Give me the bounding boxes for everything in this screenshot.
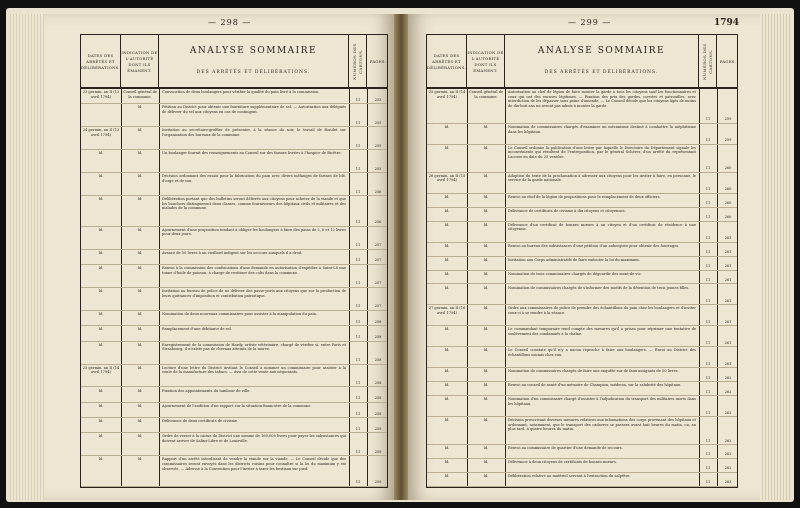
row-carton-number: 11 xyxy=(355,396,361,401)
row-summary: Délivrance de certificats de civisme à dix citoyens et citoyennes. xyxy=(508,208,626,213)
table-row xyxy=(427,305,737,326)
row-page-number: 263 xyxy=(724,480,732,485)
row-carton-number: 11 xyxy=(355,166,361,171)
row-page-number: 261 xyxy=(724,340,732,345)
row-carton-number: 11 xyxy=(705,138,711,143)
row-authority: Id. xyxy=(137,434,143,439)
analysis-title: ANALYSE SOMMAIRE xyxy=(189,46,318,56)
row-date: Id. xyxy=(98,434,104,439)
col-indication-header: INDICATION DE L'AUTORITÉ DONT ILS ÉMANENT. xyxy=(467,35,505,89)
row-carton-number: 11 xyxy=(705,298,711,303)
table-row xyxy=(81,196,387,227)
table-row xyxy=(81,150,387,173)
row-page-number: 255 xyxy=(374,166,382,171)
table-row xyxy=(427,396,737,417)
row-carton-number: 11 xyxy=(705,480,711,485)
row-date: Id. xyxy=(444,271,450,276)
row-date: Id. xyxy=(98,227,104,232)
row-date: Id. xyxy=(444,194,450,199)
row-summary: Délivrance à deux citoyens de certificats de bonnes mœurs. xyxy=(508,460,617,465)
table-row xyxy=(81,173,387,196)
row-page-number: 259 xyxy=(374,449,382,454)
table-row xyxy=(81,388,387,403)
row-summary: Délivrance d'un certificat de bonnes mœurs à un citoyen et d'un certificat de résidence à une citoyenne. xyxy=(508,222,696,232)
row-carton-number: 11 xyxy=(355,120,361,125)
row-carton-number: 11 xyxy=(355,220,361,225)
row-date: Id. xyxy=(444,348,450,353)
right-table-body xyxy=(427,89,737,487)
row-authority: Id. xyxy=(137,289,143,293)
table-row xyxy=(427,243,737,257)
col-pages-header: PAGES. xyxy=(719,59,737,64)
row-carton-number: 11 xyxy=(705,187,711,192)
row-page-number: 259 xyxy=(724,138,732,143)
row-summary: Invitation au secrétaire-greffier de présenter, à la séance du soir, le travail de Rondet sur l'organisation des bureaux de la commune. xyxy=(162,128,346,137)
year-label: 1794 xyxy=(714,18,740,28)
row-carton-number: 11 xyxy=(705,236,711,240)
row-carton-number: 11 xyxy=(355,319,361,324)
row-summary: Pétition au District pour obtenir une fourniture supplémentaire de sel. — Autorisation aux délégués de délivrer du sel aux citoyens en cas de contingent. xyxy=(162,105,346,114)
row-authority: Id. xyxy=(483,460,489,465)
row-date: Id. xyxy=(444,208,450,213)
table-row xyxy=(81,342,387,365)
row-page-number: 257 xyxy=(374,258,382,263)
table-row xyxy=(81,127,387,150)
row-summary: Lecture d'une lettre du District invitant le Conseil à nommer un commissaire pour assister à la vente de la manufacture des tabacs. — Avis de cette vente aux négociants. xyxy=(162,365,346,375)
row-page-number: 261 xyxy=(724,277,732,282)
table-row xyxy=(427,271,737,285)
left-page-edges xyxy=(10,14,44,500)
row-date: Id. xyxy=(98,327,104,332)
row-page-number: 261 xyxy=(724,236,732,240)
row-summary: Décision ordonnant des essais pour la fabrication du pain avec divers mélanges de farines de blé, d'orge et de son. xyxy=(162,174,346,183)
row-summary: Nomination de trois commissaires chargés de dégourdir des mont-de-vic. xyxy=(508,271,642,276)
row-page-number: 257 xyxy=(374,304,382,309)
row-summary: Délibération relative au matériel servant à l'extraction du salpêtre. xyxy=(508,474,631,479)
table-row xyxy=(427,208,737,222)
analysis-subtitle: DES ARRÊTÉS ET DÉLIBÉRATIONS. xyxy=(196,70,311,75)
col-dates-header: DATES DES ARRÊTÉS ET DÉLIBÉRATIONS. xyxy=(427,35,467,89)
col-numeros-header xyxy=(699,35,717,89)
row-date: Id. xyxy=(98,419,104,424)
row-authority: Id. xyxy=(137,419,143,424)
row-date: Id. xyxy=(98,151,104,156)
row-authority: Conseil général de la commune. xyxy=(468,90,504,99)
row-date: Id. xyxy=(444,383,450,388)
row-date: Id. xyxy=(98,403,104,408)
row-page-number: 259 xyxy=(374,426,382,431)
left-table-header xyxy=(81,35,387,89)
row-date: 25 germin. an II (14 avril 1794) xyxy=(428,90,466,99)
row-authority: Id. xyxy=(483,383,489,388)
row-carton-number: 11 xyxy=(705,452,711,457)
row-authority: Id. xyxy=(137,250,143,255)
table-row xyxy=(81,311,387,326)
row-summary: Le Conseil ordonne la publication d'une lettre par laquelle le Directoire du Département signale les inconvénients qui résultent de l'entreposition, par le général Schérer, d'un arrêté du représentant Lacoste en date du 25 ventôse. xyxy=(508,145,696,160)
table-row xyxy=(427,89,737,124)
row-carton-number: 11 xyxy=(705,277,711,282)
row-date: Id. xyxy=(98,457,104,462)
row-date: Id. xyxy=(444,285,450,290)
row-summary: Un boulanger fournit des renseignements au Conseil sur des farines livrées à l'hospice de Bicêtre. xyxy=(162,151,342,156)
row-date: Id. xyxy=(98,311,104,316)
table-row xyxy=(81,418,387,433)
row-page-number: 260 xyxy=(724,166,732,171)
row-page-number: 258 xyxy=(374,334,382,339)
table-row xyxy=(81,288,387,311)
row-summary: Remplacement d'une débitante de sel. xyxy=(162,327,232,332)
row-date: Id. xyxy=(444,222,450,227)
table-row xyxy=(427,222,737,243)
table-row xyxy=(427,173,737,194)
row-summary: Le commandant temporaire rend compte des mesures qu'il a prises pour réprimer une tentative de soulèvement des condamnés à la chaîne. xyxy=(508,327,696,336)
row-authority: Id. xyxy=(137,105,143,110)
row-authority: Id. xyxy=(483,418,489,423)
row-carton-number: 11 xyxy=(705,340,711,345)
left-page-number: — 298 — xyxy=(208,18,252,27)
row-carton-number: 11 xyxy=(355,281,361,286)
row-authority: Id. xyxy=(483,348,489,353)
row-authority: Id. xyxy=(483,446,489,451)
row-carton-number: 11 xyxy=(355,258,361,263)
table-row xyxy=(81,365,387,388)
row-date: Id. xyxy=(98,197,104,202)
table-row xyxy=(81,326,387,341)
row-page-number: 261 xyxy=(724,298,732,303)
table-row xyxy=(427,194,737,208)
col-analysis-header xyxy=(159,35,349,89)
row-carton-number: 11 xyxy=(355,426,361,431)
row-authority: Id. xyxy=(137,266,143,271)
row-carton-number: 11 xyxy=(355,449,361,454)
table-row xyxy=(427,382,737,396)
row-summary: Nomination de commissaires chargés d'examiner un mécanisme destiné à combattre la méphitisme dans les hôpitaux. xyxy=(508,124,696,134)
table-row xyxy=(81,456,387,487)
table-row xyxy=(427,326,737,347)
row-date: Id. xyxy=(444,257,450,262)
row-carton-number: 11 xyxy=(705,361,711,366)
row-summary: Renvoi au conseil de santé d'un mémoire de Champion, médecin, sur la salubrité des hôpitaux. xyxy=(508,383,682,388)
row-authority: Id. xyxy=(483,397,489,402)
row-summary: Nomination de commissaires chargés de faire une enquête sur de faux assignats de 50 livres. xyxy=(508,369,679,374)
row-page-number: 258 xyxy=(374,380,382,385)
row-date: Id. xyxy=(444,145,450,150)
row-authority: Id. xyxy=(483,222,489,227)
row-date: 25 germin. an II (14 avril 1794) xyxy=(82,365,120,375)
row-authority: Id. xyxy=(483,474,489,479)
row-carton-number: 11 xyxy=(355,189,361,194)
row-carton-number: 11 xyxy=(705,466,711,471)
row-page-number: 261 xyxy=(724,319,732,324)
book-spine xyxy=(394,14,408,500)
table-row xyxy=(427,285,737,306)
row-date: Id. xyxy=(444,369,450,374)
row-page-number: 262 xyxy=(724,452,732,457)
row-page-number: 259 xyxy=(724,117,732,122)
row-summary: Délivrance de deux certificats de civisme. xyxy=(162,419,239,424)
row-authority: Id. xyxy=(137,128,143,133)
col-analysis-header xyxy=(505,35,699,89)
col-dates-header: DATES DES ARRÊTÉS ET DÉLIBÉRATIONS. xyxy=(81,35,121,89)
row-page-number: 262 xyxy=(724,389,732,394)
col-numeros-label: NUMÉROS DES CARTONS. xyxy=(351,43,363,81)
row-carton-number: 11 xyxy=(355,243,361,248)
row-carton-number: 11 xyxy=(705,166,711,171)
row-page-number: 261 xyxy=(724,249,732,254)
table-row xyxy=(81,403,387,418)
row-carton-number: 11 xyxy=(355,411,361,416)
row-page-number: 255 xyxy=(374,120,382,125)
row-date: Id. xyxy=(444,474,450,479)
row-authority: Id. xyxy=(483,271,489,276)
analysis-subtitle: DES ARRÊTÉS ET DÉLIBÉRATIONS. xyxy=(544,70,659,75)
row-date: Id. xyxy=(444,418,450,423)
row-authority: Id. xyxy=(137,457,143,462)
table-row xyxy=(427,459,737,473)
row-page-number: 262 xyxy=(724,438,732,443)
row-authority: Id. xyxy=(137,327,143,332)
row-date: Id. xyxy=(98,388,104,393)
row-page-number: 253 xyxy=(374,97,382,102)
left-page xyxy=(44,14,394,500)
row-summary: Renvoi au chef de la légion de propositions pour le remplacement de deux officiers. xyxy=(508,194,661,199)
row-date: Id. xyxy=(444,327,450,332)
row-page-number: 260 xyxy=(724,215,732,220)
analysis-title: ANALYSE SOMMAIRE xyxy=(537,46,666,56)
row-carton-number: 11 xyxy=(705,389,711,394)
row-date: Id. xyxy=(444,397,450,402)
row-carton-number: 11 xyxy=(705,410,711,415)
row-date: Id. xyxy=(444,446,450,451)
row-page-number: 258 xyxy=(374,319,382,324)
row-carton-number: 11 xyxy=(355,480,361,485)
row-date: 27 germin. an II (16 avril 1794) xyxy=(428,306,466,316)
row-summary: Avance de 50 livres à un vieillard indigent sur les secours auxquels il a droit. xyxy=(162,250,303,255)
col-numeros-label: NUMÉROS DES CARTONS. xyxy=(701,43,713,81)
table-row xyxy=(427,257,737,271)
row-summary: Fixation des appointements du tambour de ville. xyxy=(162,388,251,393)
row-date: 24 germin. an II (13 avril 1794) xyxy=(82,128,120,137)
row-page-number: 255 xyxy=(374,143,382,148)
row-summary: Enregistrement de la commission de Hardy, artiste vétérinaire, chargé de vérifier si, entre Paris et Strasbourg, il n'existe pas de chevaux atteints de la morve. xyxy=(162,342,346,352)
row-carton-number: 11 xyxy=(705,117,711,122)
row-page-number: 259 xyxy=(374,480,382,485)
table-row xyxy=(81,265,387,288)
row-authority: Id. xyxy=(137,151,143,156)
row-page-number: 258 xyxy=(374,396,382,401)
row-page-number: 256 xyxy=(374,220,382,225)
row-carton-number: 11 xyxy=(705,438,711,443)
row-authority: Id. xyxy=(137,311,143,316)
right-page xyxy=(408,14,760,500)
right-page-edges xyxy=(760,14,790,500)
row-authority: Id. xyxy=(483,243,489,248)
row-date: Id. xyxy=(444,124,450,129)
row-authority: Id. xyxy=(483,208,489,213)
row-date: 23 germin. an II (12 avril 1794) xyxy=(82,90,120,99)
table-row xyxy=(427,445,737,459)
row-page-number: 257 xyxy=(374,243,382,248)
row-page-number: 258 xyxy=(374,357,382,362)
row-carton-number: 11 xyxy=(705,215,711,220)
table-row xyxy=(81,227,387,250)
row-summary: Renvoi au bureau des subsistances d'une pétition d'un aubergiste pour obtenir des fourrages. xyxy=(508,243,680,248)
col-pages-header: PAGES. xyxy=(369,59,387,64)
row-date: Id. xyxy=(98,266,104,271)
left-table-body xyxy=(81,89,387,487)
row-page-number: 256 xyxy=(374,189,382,194)
row-carton-number: 11 xyxy=(355,97,361,102)
col-indication-header: INDICATION DE L'AUTORITÉ DONT ILS ÉMANENT. xyxy=(121,35,159,89)
row-summary: Ordre aux commissaires de police de prendre des échantillons du pain chez les boulangers et d'inviter ceux-ci à se rendre à la séance. xyxy=(508,306,696,316)
row-authority: Id. xyxy=(483,257,489,262)
row-summary: Nomination de deux nouveaux commissaires pour assister à la manipulation du pain. xyxy=(162,311,318,316)
row-summary: Rapport d'un arrêté interdisant de vendre la viande sur la viande. — Le Conseil décide que des commissaires seront envoyés dans les districts voisins pour connaître si la loi du maximum y est observée. — Adresse à la Convention pour l'inviter à taxer les bestiaux sur pied. xyxy=(162,457,346,471)
row-summary: Adoption du texte de la proclamation à adresser aux citoyens pour les inviter à faire, en personne, le service de la garde nationale. xyxy=(508,173,696,183)
row-carton-number: 11 xyxy=(355,334,361,339)
row-carton-number: 11 xyxy=(705,319,711,324)
row-authority: Id. xyxy=(137,197,143,202)
row-page-number: 262 xyxy=(724,410,732,415)
row-date: Id. xyxy=(98,342,104,347)
row-date: Id. xyxy=(444,243,450,248)
row-page-number: 262 xyxy=(724,466,732,471)
row-authority: Id. xyxy=(483,124,489,129)
row-summary: Renvoi à la commission des confiscations d'une demande en autorisation d'expédier à Saint-Lô une tonne d'huile de poisson, à charge de restituer des colis dans la commune. xyxy=(162,266,346,275)
row-summary: Ajournement de l'audition d'un rapport sur la situation financière de la commune. xyxy=(162,403,312,408)
row-carton-number: 11 xyxy=(705,249,711,254)
left-table xyxy=(80,34,388,488)
row-summary: Ordre de verser à la caisse du District une somme de 160,000 livres pour payer les subsistances qui doivent arriver de Salins-Libre et de Louisville. xyxy=(162,434,346,444)
table-row xyxy=(81,89,387,104)
row-summary: Ajournement d'une proposition tendant à obliger les boulangers à faire des pains de 2, 6 et 12 livres pour deux jours. xyxy=(162,227,346,237)
row-page-number: 262 xyxy=(724,375,732,380)
row-carton-number: 11 xyxy=(355,304,361,309)
row-summary: Délibération portant que des bulletins seront délivrés aux citoyens pour acheter de la viande et que les bouchers distingueront deux classes, comme fournisseurs des hôpitaux civils et militaires et des malades de la commune. xyxy=(162,197,346,211)
table-row xyxy=(427,473,737,487)
row-authority: Id. xyxy=(137,174,143,179)
table-row xyxy=(427,368,737,382)
right-table xyxy=(426,34,738,488)
row-summary: Convocation de deux boulangers pour vérifier la qualité du pain livré à la commission. xyxy=(162,90,320,94)
row-page-number: 260 xyxy=(724,187,732,192)
row-authority: Id. xyxy=(137,365,143,370)
table-row xyxy=(81,104,387,127)
row-authority: Id. xyxy=(483,194,489,199)
row-authority: Id. xyxy=(483,327,489,332)
right-page-number: — 299 — xyxy=(568,18,612,27)
row-page-number: 260 xyxy=(724,201,732,206)
row-authority: Id. xyxy=(483,145,489,150)
table-row xyxy=(427,145,737,173)
row-page-number: 261 xyxy=(724,263,732,268)
row-authority: Id. xyxy=(137,388,143,393)
row-summary: Nomination de commissaires chargés de s'informer des motifs de la détention de trois jeunes filles. xyxy=(508,285,690,290)
row-authority: Id. xyxy=(483,285,489,290)
row-summary: Autorisation au chef de légion de faire monter la garde à tous les citoyens sauf les fonctionnaires et ceux qui ont des excuses légitimes. — Fixation des prix des gardes, corvées et patrouilles, avec interdiction de les dépasser sous peine d'amende. — Le Conseil décide que les citoyens âgés de moins de dix-huit ans ne seront pas admis à monter la garde. xyxy=(508,90,696,108)
table-row xyxy=(81,250,387,265)
row-authority: Id. xyxy=(137,342,143,347)
row-authority: Id. xyxy=(137,403,143,408)
table-row xyxy=(427,124,737,145)
row-summary: Décision prescrivant diverses mesures relatives aux inhumations des corps provenant des hôpitaux et ordonnant, notamment, que le transport des cadavres se passera avant huit heures du matin, ou, au plus tard, à quatre heures du matin. xyxy=(508,418,696,432)
row-summary: Le Conseil constate qu'il n'y a aucun reproche à faire aux boulangers. — Envoi au District des échantillons soumis chez eux. xyxy=(508,348,696,357)
row-authority: Id. xyxy=(137,227,143,232)
row-page-number: 257 xyxy=(374,281,382,286)
col-numeros-header xyxy=(349,35,367,89)
row-authority: Id. xyxy=(483,306,489,311)
right-table-header xyxy=(427,35,737,89)
table-row xyxy=(427,347,737,368)
row-summary: Nomination d'un commissaire chargé d'assister à l'adjudication du transport des militaires morts dans les hôpitaux. xyxy=(508,397,696,406)
row-date: Id. xyxy=(444,460,450,465)
row-authority: Id. xyxy=(483,369,489,374)
row-page-number: 261 xyxy=(724,361,732,366)
row-page-number: 258 xyxy=(374,411,382,416)
row-carton-number: 11 xyxy=(705,263,711,268)
row-authority: Id. xyxy=(483,173,489,178)
row-summary: Invitation aux Corps administratifs de faire exécuter la loi du maximum. xyxy=(508,257,640,262)
row-summary: Renvoi au commissaire de quartier d'une demande de secours. xyxy=(508,446,623,451)
row-authority: Conseil général de la commune. xyxy=(122,90,158,99)
row-date: Id. xyxy=(98,289,104,293)
row-date: Id. xyxy=(98,250,104,255)
row-date: Id. xyxy=(98,174,104,179)
row-carton-number: 11 xyxy=(355,357,361,362)
row-carton-number: 11 xyxy=(705,201,711,206)
row-summary: Invitation au bureau de police de ne délivrer des passe-ports aux citoyens que sur la production de leurs quittances d'imposition et contribution patriotique. xyxy=(162,289,346,298)
row-carton-number: 11 xyxy=(355,143,361,148)
table-row xyxy=(427,417,737,445)
row-carton-number: 11 xyxy=(355,380,361,385)
table-row xyxy=(81,433,387,456)
row-date: 26 germin. an II (15 avril 1794) xyxy=(428,173,466,183)
row-carton-number: 11 xyxy=(705,375,711,380)
